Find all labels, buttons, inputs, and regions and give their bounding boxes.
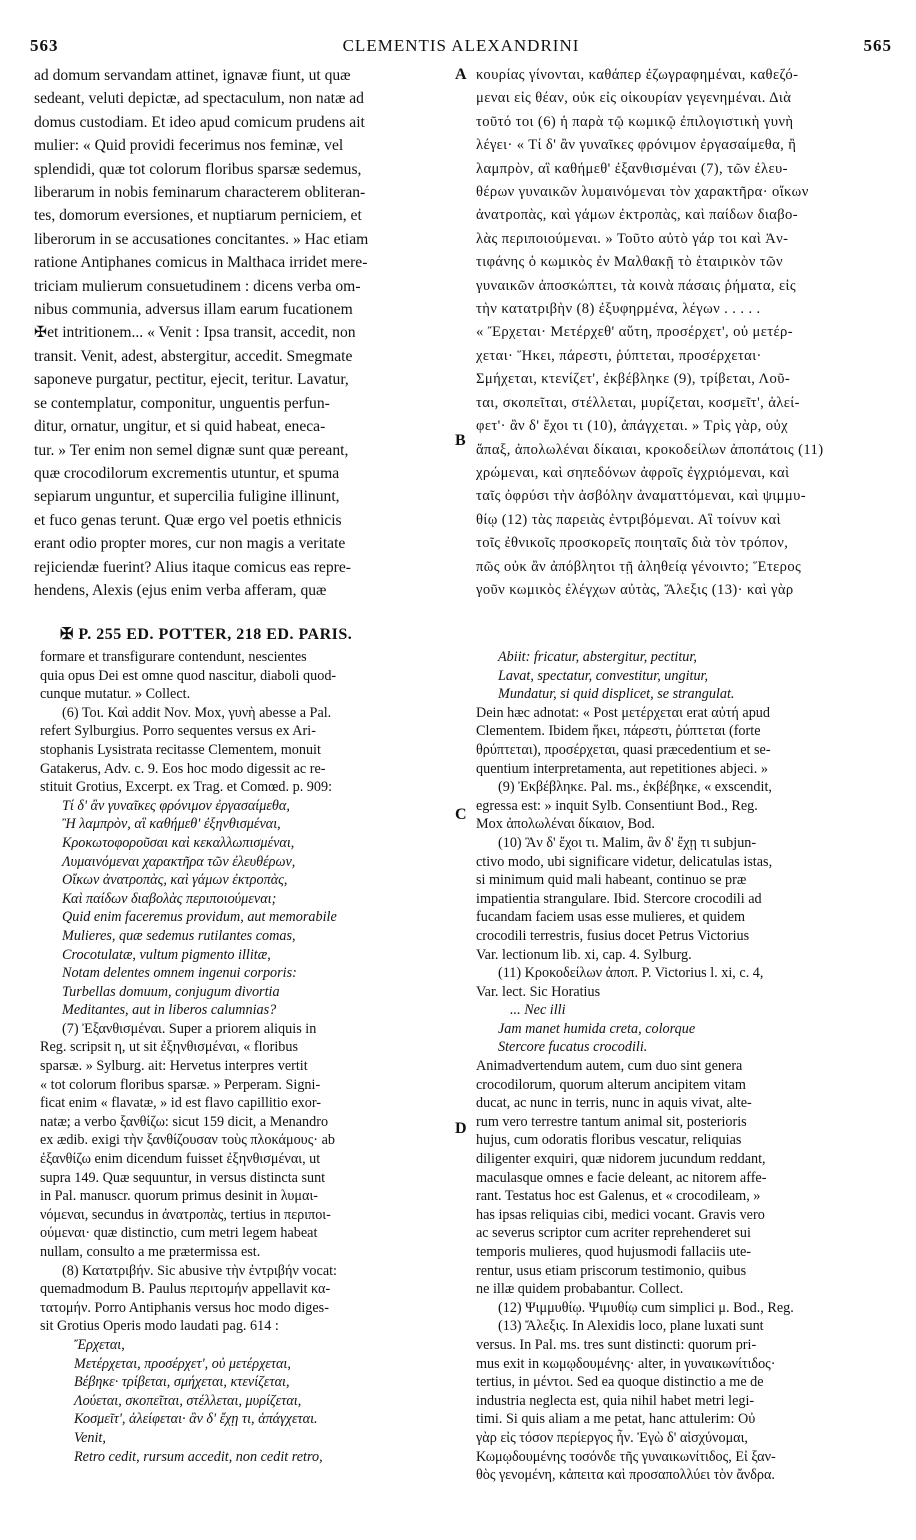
footnote-line: Turbellas domuum, conjugum divortia <box>62 983 280 1000</box>
margin-letter-d: D <box>455 1120 467 1137</box>
greek-line: θέρων γυναικῶν λυμαινόμεναι τὸν χαρακτῆρα· οἴκων <box>476 184 809 201</box>
footnote-line: Venit, <box>74 1429 106 1446</box>
footnote-line: Dein hæc adnotat: « Post μετέρχεται erat αὐτή apud <box>476 704 770 721</box>
footnote-line: industria neglecta est, quia nihil habet metri legi- <box>476 1392 755 1409</box>
greek-line: ἅπαξ, ἀπολωλέναι δίκαιαι, κροκοδείλων ἀποπάτοις (11) <box>476 441 824 458</box>
footnote-line: Βέβηκε· τρίβεται, σμήχεται, κτενίζεται, <box>74 1374 290 1391</box>
footnote-line: maculasque omnes e facie deleant, ac nitorem affe- <box>476 1169 767 1186</box>
footnote-line: « tot colorum floribus sparsæ. » Perperam. Signi- <box>40 1076 321 1093</box>
footnote-line: Mundatur, si quid displicet, se strangulat. <box>498 686 735 703</box>
footnotes-left-column <box>40 648 458 1466</box>
footnote-line: Reg. scripsit η, ut sit ἐξηνθισμέναι, « floribus <box>40 1039 299 1056</box>
latin-line: rejiciendæ fuerint? Alius itaque comicus eas repre- <box>34 558 351 576</box>
latin-line: splendidi, quæ tot colorum floribus sparsæ sedemus, <box>34 160 362 178</box>
footnote-line: impatientia strangulare. Ibid. Stercore crocodili ad <box>476 890 762 907</box>
footnote-line: crocodilorum, quorum alterum ancipitem vitam <box>476 1076 746 1093</box>
footnote-line: Οἴκων ἀνατροπὰς, καὶ γάμων ἐκτροπὰς, <box>62 872 288 889</box>
greek-main-text <box>476 64 886 602</box>
footnote-line: diligenter exquiri, quæ nidorem jucundum reddant, <box>476 1151 766 1168</box>
footnote-line: ne illæ quidem probabantur. Collect. <box>476 1281 684 1298</box>
footnote-line: Καὶ παίδων διαβολὰς περιποιούμεναι; <box>62 890 277 907</box>
footnote-line: si minimum quid mali habeant, continuo se præ <box>476 872 747 889</box>
footnote-line: νόμεναι, secundus in ἀνατροπὰς, tertius in περιποι- <box>40 1206 331 1223</box>
greek-line: χρώμεναι, καὶ σηπεδόνων ἀφροῖς ἐγχριόμεναι, καὶ <box>476 464 790 481</box>
footnote-line: ... Nec illi <box>510 1002 566 1019</box>
footnote-line: (11) Κροκοδείλων ἀποπ. P. Victorius l. xi, c. 4, <box>498 965 764 982</box>
footnote-line: quia opus Dei est omne quod nascitur, diaboli quod- <box>40 667 337 684</box>
footnote-line: (9) Ἐκβέβληκε. Pal. ms., ἐκβέβηκε, « exscendit, <box>498 779 772 796</box>
footnote-line: rant. Testatus hoc est Galenus, et « crocodileam, » <box>476 1188 761 1205</box>
footnote-line: temporis mulieres, quod hujusmodi fallaciis ute- <box>476 1244 752 1260</box>
footnote-line: crocodili terrestris, fusius docet Petrus Victorius <box>476 927 750 944</box>
latin-line: quæ crocodilorum excrementis utuntur, et spuma <box>34 464 340 482</box>
greek-line: χεται· Ἥκει, πάρεστι, ῥύπτεται, προσέρχεται· <box>476 347 762 364</box>
margin-letter-c: C <box>455 806 467 823</box>
greek-line: θίῳ (12) τὰς παρειὰς ἐντριβόμεναι. Αἳ τοίνυν καὶ <box>476 511 781 528</box>
latin-line: ditur, ornatur, ungitur, et si quid habeat, eneca- <box>34 418 326 436</box>
footnote-line: ficat enim « flavatæ, » id est flavo capillitio exor- <box>40 1095 322 1112</box>
latin-line: triciam mulierum consuetudinem : dicens verba om- <box>34 277 361 295</box>
footnote-line: stophanis Lysistrata recitasse Clementem, monuit <box>40 741 321 758</box>
footnote-line: Ἔρχεται, <box>74 1336 125 1353</box>
footnote-line: quentium interpretamenta, aut repetitiones abjeci. » <box>476 760 768 777</box>
footnote-line: Mox ἀπολωλέναι δίκαιον, Bod. <box>476 816 655 833</box>
latin-line: sepiarum unguntur, et supercilia fuligine illinunt, <box>34 488 340 506</box>
page-number-left: 563 <box>30 36 59 55</box>
latin-line: tur. » Ter enim non semel dignæ sunt quæ pereant, <box>34 441 349 459</box>
footnote-line: (12) Ψιμμυθίῳ. Ψιμυθίῳ cum simplici μ. Bod., Reg. <box>498 1299 794 1316</box>
footnote-line: τατομήν. Porro Antiphanis versus hoc modo diges- <box>40 1299 329 1316</box>
footnote-line: Animadvertendum autem, cum duo sint genera <box>476 1058 743 1075</box>
greek-line: ἀνατροπὰς, καὶ γάμων ἐκτροπὰς, καὶ παίδων διαβο- <box>476 207 799 224</box>
greek-line: φετ'· ἂν δ' ἔχοι τι (10), ἀπάγχεται. » Τρὶς γὰρ, οὐχ <box>476 418 788 435</box>
latin-line: ✠et intritionem... « Venit : Ipsa transit, accedit, non <box>34 324 356 342</box>
footnote-line: versus. In Pal. ms. tres sunt distincti: quorum pri- <box>476 1336 757 1353</box>
latin-line: hendens, Alexis (ejus enim verba afferam, quæ <box>34 581 327 599</box>
footnote-line: ctivo modo, ubi significare videtur, delicatulas istas, <box>476 853 773 870</box>
latin-line: et fuco genas terunt. Quæ ergo vel poetis ethnicis <box>34 511 342 529</box>
footnote-line: tertius, in μέντοι. Sed ea quoque distinctio a me de <box>476 1374 764 1391</box>
greek-line: μεναι εἰς θέαν, οὐκ εἰς οἰκουρίαν γεγενημέναι. Διὰ <box>476 90 792 107</box>
footnote-line: Retro cedit, rursum accedit, non cedit retro, <box>74 1448 323 1465</box>
footnote-line: refert Sylburgius. Porro sequentes versus ex Ari- <box>40 723 316 740</box>
footnote-line: natæ; a verbo ξανθίζω: sicut 159 dicit, a Menandro <box>40 1113 329 1130</box>
footnote-line: Abiit: fricatur, abstergitur, pectitur, <box>498 649 697 665</box>
footnote-line: Stercore fucatus crocodili. <box>498 1039 648 1056</box>
footnote-line: Jam manet humida creta, colorque <box>498 1020 696 1037</box>
latin-line: erant odio propter mores, cur non magis a veritate <box>34 535 346 553</box>
latin-line: saponeve purgatur, pectitur, ejecit, teritur. Lavatur, <box>34 371 349 389</box>
latin-line: domus custodiam. Et ideo apud comicum prudens ait <box>34 113 365 131</box>
footnote-line: Κοσμεῖτ', ἀλείφεται· ἂν δ' ἔχῃ τι, ἀπάγχεται. <box>74 1411 318 1428</box>
latin-line: tes, domorum eversiones, et nuptiarum perniciem, et <box>34 207 362 225</box>
footnote-line: (10) Ἂν δ' ἔχοι τι. Malim, ἂν δ' ἔχῃ τι subjun- <box>498 834 757 851</box>
footnote-line: Var. lectionum lib. xi, cap. 4. Sylburg. <box>476 946 692 963</box>
greek-line: λαμπρὸν, αἳ καθήμεθ' ἐξανθισμέναι (7), τῶν ἐλευ- <box>476 160 788 177</box>
footnote-line: ἐξανθίζω enim dicendum fuisset ἐξηνθισμέναι, ut <box>40 1151 321 1168</box>
footnote-line: Μετέρχεται, προσέρχετ', οὐ μετέρχεται, <box>74 1355 291 1372</box>
footnote-line: Κροκωτοφοροῦσαι καὶ κεκαλλωπισμέναι, <box>62 834 295 851</box>
latin-line: sedeant, veluti depictæ, ad spectaculum, non natæ ad <box>34 90 364 108</box>
greek-line: γυναικῶν ἀποσκώπτει, τὰ κοινὰ πάσαις ῥήματα, εἰς <box>476 277 797 294</box>
footnote-line: Var. lect. Sic Horatius <box>476 983 601 1000</box>
footnote-line: Lavat, spectatur, convestitur, ungitur, <box>498 667 709 684</box>
footnote-line: hujus, cum odoratis floribus vescatur, reliquias <box>476 1132 742 1149</box>
greek-line: κουρίας γίνονται, καθάπερ ἐζωγραφημέναι, καθεζό- <box>476 67 799 83</box>
margin-letter-b: B <box>455 432 466 449</box>
greek-line: λὰς περιποιούμεναι. » Τοῦτο αὐτὸ γάρ τοι καὶ Ἀν- <box>476 230 789 247</box>
latin-line: liberarum in nobis feminarum characterem obliteran- <box>34 184 366 202</box>
latin-line: nibus communia, adversus illam earum fucationem <box>34 301 353 319</box>
footnote-line: nullam, consulto a me prætermissa est. <box>40 1244 261 1260</box>
latin-line: se contemplatur, componitur, unguentis perfun- <box>34 394 330 412</box>
footnote-line: cunque mutatur. » Collect. <box>40 686 191 703</box>
footnote-line: (6) Τοι. Καὶ addit Nov. Mox, γυνὴ abesse a Pal. <box>62 704 332 721</box>
footnote-line: in Pal. manuscr. quorum primus desinit in λυμαι- <box>40 1188 319 1205</box>
greek-line: τοῦτό τοι (6) ἡ παρὰ τῷ κωμικῷ ἐπιλογιστικὴ γυνὴ <box>476 113 794 130</box>
footnote-line: egressa est: » inquit Sylb. Consentiunt Bod., Reg. <box>476 797 758 814</box>
footnote-line: γὰρ εἰς τόσον περίεργος ἦν. Ἐγὼ δ' αἰσχύνομαι, <box>476 1429 748 1446</box>
footnote-line: sparsæ. » Sylburg. ait: Hervetus interpres vertit <box>40 1058 308 1075</box>
greek-line: γοῦν κωμικὸς ἐλέγχων αὐτὰς, Ἄλεξις (13)· καὶ γὰρ <box>476 581 794 598</box>
footnote-line: (13) Ἄλεξις. In Alexidis loco, plane luxati sunt <box>498 1318 764 1335</box>
potter-edition-reference: ✠ P. 255 ED. POTTER, 218 ED. PARIS. <box>60 626 353 643</box>
greek-line: τιφάνης ὁ κωμικὸς ἐν Μαλθακῇ τὸ ἑταιρικὸν τῶν <box>476 254 784 271</box>
footnote-line: Λυμαινόμεναι χαρακτῆρα τῶν ἐλευθέρων, <box>62 853 296 870</box>
footnote-line: timi. Si quis aliam a me petat, hanc attulerim: Οὐ <box>476 1411 756 1428</box>
footnote-line: formare et transfigurare contendunt, nescientes <box>40 649 307 665</box>
footnote-line: Mulieres, quæ sedemus rutilantes comas, <box>62 927 296 944</box>
footnote-line: quemadmodum B. Paulus περιτομήν appellavit κα- <box>40 1281 331 1298</box>
latin-line: transit. Venit, adest, abstergitur, accedit. Smegmate <box>34 347 353 365</box>
latin-line: ad domum servandam attinet, ignavæ fiunt, ut quæ <box>34 67 351 84</box>
footnote-line: (8) Κατατριβήν. Sic abusive τὴν ἐντριβήν vocat: <box>62 1262 338 1279</box>
latin-main-text <box>34 64 458 602</box>
margin-letter-a: A <box>455 66 467 83</box>
footnote-line: Λούεται, σκοπεῖται, στέλλεται, μυρίζεται, <box>74 1392 302 1409</box>
footnote-line: Quid enim faceremus providum, aut memorabile <box>62 909 337 926</box>
latin-line: mulier: « Quid providi fecerimus nos feminæ, vel <box>34 137 344 155</box>
footnote-line: Notam delentes omnem ingenui corporis: <box>62 965 297 982</box>
footnote-line: sit Grotius Operis modo laudati pag. 614 : <box>40 1318 279 1335</box>
greek-line: πῶς οὐκ ἂν ἀπόβλητοι τῇ ἀληθείᾳ γένοιντο; Ἕτερος <box>476 558 802 575</box>
footnote-line: mus exit in κωμῳδουμένης· alter, in γυναικωνίτιδος· <box>476 1355 776 1372</box>
footnote-line: Crocotulatæ, vultum pigmento illitæ, <box>62 946 271 963</box>
footnote-line: rum vero terrestre tantum animal sit, posterioris <box>476 1113 747 1130</box>
footnotes-right-column <box>476 648 886 1485</box>
footnote-line: Τί δ' ἂν γυναῖκες φρόνιμον ἐργασαίμεθα, <box>62 797 290 814</box>
page-header <box>30 36 892 58</box>
greek-line: τοῖς ἐθνικοῖς προσκορεῖς ποιηταῖς διὰ τὸν τρόπον, <box>476 535 789 552</box>
greek-line: ταῖς ὀφρύσι τὴν ἀσβόλην ἀναματτόμεναι, καὶ ψιμμυ- <box>476 488 806 505</box>
footnote-line: θρύπτεται), προσέρχεται, quasi præcedentium et se- <box>476 741 771 758</box>
page-number-right: 565 <box>863 36 892 55</box>
footnote-line: ac severus scriptor cum acriter reprehenderet sui <box>476 1225 751 1242</box>
footnote-line: rentur, usus etiam priscorum testimonio, quibus <box>476 1262 747 1279</box>
running-title: CLEMENTIS ALEXANDRINI <box>342 36 580 55</box>
greek-line: « Ἔρχεται· Μετέρχεθ' αὕτη, προσέρχετ', οὐ μετέρ- <box>476 324 793 341</box>
greek-line: λέγει· « Τί δ' ἂν γυναῖκες φρόνιμον ἐργασαίμεθα, ἢ <box>476 137 797 154</box>
greek-line: Σμήχεται, κτενίζετ', ἐκβέβληκε (9), τρίβεται, Λοῦ- <box>476 371 791 388</box>
greek-line: ται, σκοπεῖται, στέλλεται, μυρίζεται, κοσμεῖτ', ἀλεί- <box>476 394 800 411</box>
footnote-line: supra 149. Quæ sequuntur, in versus distincta sunt <box>40 1169 326 1186</box>
footnote-line: (7) Ἐξανθισμέναι. Super a priorem aliquis in <box>62 1020 317 1037</box>
footnote-line: stituit Grotius, Excerpt. ex Trag. et Comœd. p. 909: <box>40 779 333 796</box>
greek-line: τὴν κατατριβὴν (8) ἐξυφηρμένα, λέγων . . . . . <box>476 301 761 318</box>
footnote-line: ex ædib. exigi τὴν ξανθίζουσαν τοὺς πλοκάμους· ab <box>40 1132 335 1149</box>
footnote-line: has ipsas reliquias cibi, medici vocant. Gravis vero <box>476 1206 765 1223</box>
footnote-line: ducat, ac nunc in terris, nunc in aquis vivat, alte- <box>476 1095 752 1112</box>
footnote-line: θὸς γενομένη, κἀπειτα καὶ προσαπολλύει τὸν ἄνδρα. <box>476 1467 775 1484</box>
footnote-line: fucandam faciem usas esse mulieres, et quidem <box>476 909 746 926</box>
latin-line: ratione Antiphanes comicus in Malthaca irridet mere- <box>34 254 368 272</box>
footnote-line: Ἢ λαμπρὸν, αἳ καθήμεθ' ἐξηνθισμέναι, <box>62 816 281 833</box>
footnote-line: Clementem. Ibidem ἥκει, πάρεστι, ῥύπτεται (forte <box>476 723 761 740</box>
footnote-line: Meditantes, aut in liberos calumnias? <box>62 1002 277 1019</box>
footnote-line: Κωμῳδουμένης τοσόνδε τῆς γυναικωνίτιδος, Εἰ ξαν- <box>476 1448 776 1465</box>
latin-line: liberorum in se accusationes concitantes. » Hac etiam <box>34 230 369 248</box>
footnote-line: ούμεναι· quæ distinctio, cum metri legem habeat <box>40 1225 318 1242</box>
footnote-line: Gatakerus, Adv. c. 9. Eos hoc modo digessit ac re- <box>40 760 326 777</box>
